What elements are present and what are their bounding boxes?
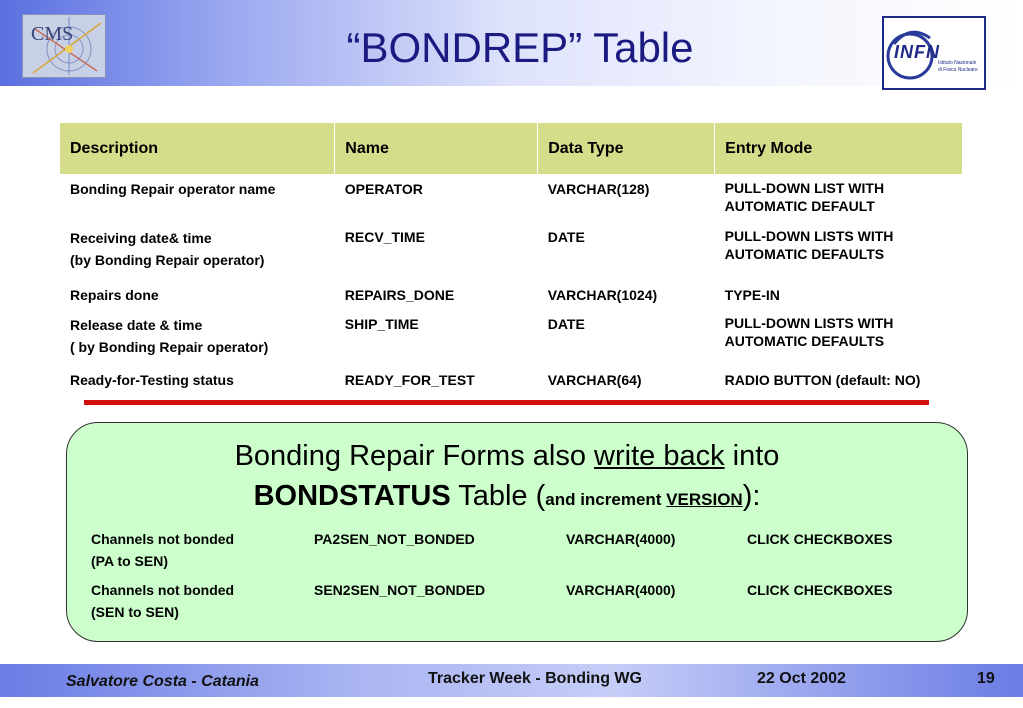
bondrep-table [60,123,963,394]
cell-description [60,222,335,280]
bondstatus-callout [66,422,968,642]
callout-text: into [724,440,780,472]
cell-name: REPAIRS_DONE [344,287,455,303]
cell-entry-mode [715,280,963,309]
slide-title: “BONDREP” Table [346,24,694,71]
callout-text: ): [742,480,761,512]
red-divider [84,400,929,405]
callout-line-2 [67,480,947,513]
table-row [60,222,963,280]
table-row [60,365,963,394]
callout-text: Bonding Repair Forms also [234,440,595,472]
infn-logo-subtext-2: di Fisica Nucleare [938,67,978,73]
cell-line: (PA to SEN) [91,553,168,569]
footer-bar [0,664,1023,697]
cell-description [60,280,335,309]
cell-line: Ready-for-Testing status [70,372,234,388]
infn-logo-text: INFN [894,42,940,62]
cell-name: PA2SEN_NOT_BONDED [314,531,475,547]
cell-line: AUTOMATIC DEFAULT [724,198,875,214]
table-row [60,280,963,309]
cell-line: (by Bonding Repair operator) [70,252,265,268]
table-row [60,174,963,222]
callout-table-name: BONDSTATUS [253,480,451,512]
cell-name: RECV_TIME [344,229,425,245]
infn-logo [882,16,986,90]
cell-entry-mode: CLICK CHECKBOXES [747,582,893,598]
cell-name: OPERATOR [344,181,423,197]
table-row [83,579,919,623]
cell-line: PULL-DOWN LIST WITH [724,180,885,196]
header-name: Name [335,123,538,174]
cell-description [60,365,335,394]
cell-line: (SEN to SEN) [91,604,179,620]
table-header-row [60,123,963,174]
cell-line: PULL-DOWN LISTS WITH [724,228,894,244]
cell-entry-mode [715,174,963,222]
cell-description [83,528,306,579]
callout-version: VERSION [666,490,743,509]
header-entry-mode: Entry Mode [715,123,963,174]
cell-data-type: DATE [547,229,585,245]
bondstatus-table [83,528,919,623]
cell-line: Channels not bonded [91,582,235,598]
cell-entry-mode [715,222,963,280]
cell-data-type: VARCHAR(1024) [547,287,658,303]
cell-data-type: DATE [547,316,585,332]
cell-line: Release date & time [70,317,203,333]
cell-line: RADIO BUTTON (default: NO) [724,372,921,388]
cell-entry-mode [715,309,963,365]
cell-line: PULL-DOWN LISTS WITH [724,315,894,331]
cell-line: AUTOMATIC DEFAULTS [724,246,885,262]
page-number: 19 [977,670,995,687]
cell-entry-mode [715,365,963,394]
cell-line: TYPE-IN [724,287,780,303]
cell-line: Repairs done [70,287,159,303]
cell-data-type: VARCHAR(4000) [566,582,676,598]
cell-line: Receiving date& time [70,230,212,246]
header-data-type: Data Type [538,123,715,174]
cell-line: Bonding Repair operator name [70,181,276,197]
cell-name: READY_FOR_TEST [344,372,475,388]
cell-line: Channels not bonded [91,531,235,547]
footer-event: Tracker Week - Bonding WG [428,670,642,687]
table-row [83,528,919,579]
footer-date: 22 Oct 2002 [757,670,846,687]
callout-note: and increment [545,490,667,509]
table-row [60,309,963,365]
infn-logo-subtext-1: Istituto Nazionale [938,60,977,66]
footer-author: Salvatore Costa - Catania [66,673,259,690]
cell-description [60,309,335,365]
cell-line: AUTOMATIC DEFAULTS [724,333,885,349]
cell-description [83,579,306,623]
cms-logo [22,14,106,78]
cell-description [60,174,335,222]
cell-data-type: VARCHAR(4000) [566,531,676,547]
cell-data-type: VARCHAR(64) [547,372,642,388]
callout-text: Table ( [450,480,546,512]
callout-emphasis: write back [594,440,725,472]
cell-name: SEN2SEN_NOT_BONDED [314,582,486,598]
cell-data-type: VARCHAR(128) [547,181,650,197]
callout-line-1 [67,440,947,473]
title-banner [0,0,1023,86]
cms-logo-text: CMS [31,23,74,45]
cell-entry-mode: CLICK CHECKBOXES [747,531,893,547]
cell-name: SHIP_TIME [344,316,419,332]
header-description: Description [60,123,335,174]
cell-line: ( by Bonding Repair operator) [70,339,269,355]
